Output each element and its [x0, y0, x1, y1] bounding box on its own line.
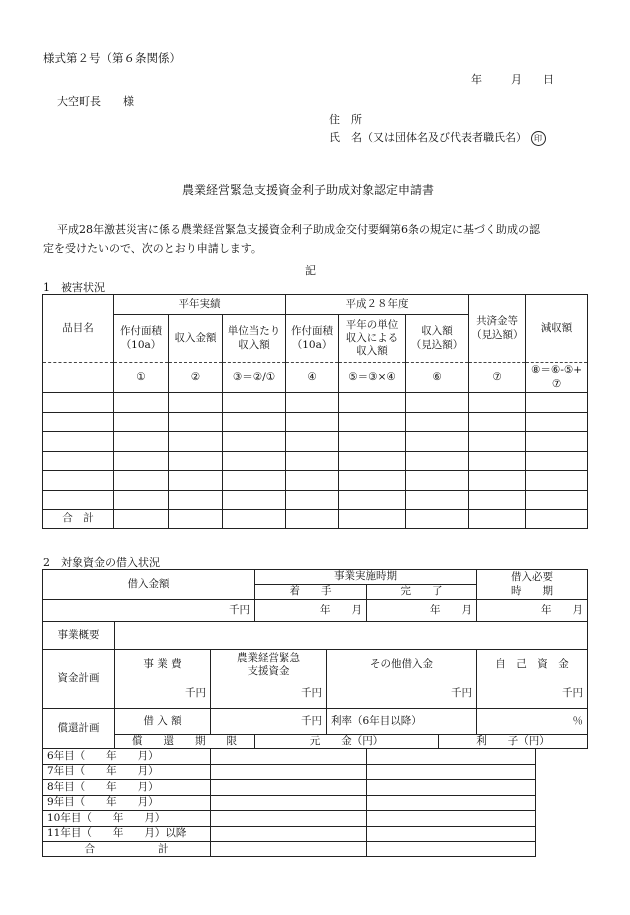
damage-cell[interactable]	[406, 412, 469, 432]
item-name-cell[interactable]	[43, 471, 114, 491]
damage-cell[interactable]	[469, 432, 526, 452]
number-cell: ①	[114, 363, 169, 393]
number-cell: ②	[169, 363, 223, 393]
date-year-label: 年	[471, 73, 482, 86]
number-cell: ④	[286, 363, 339, 393]
principal-cell[interactable]	[211, 749, 367, 765]
number-cell	[526, 363, 588, 393]
start-header: 着 手	[255, 585, 367, 600]
required-time-line-2: 時 期	[511, 584, 554, 597]
repayment-term-cell: 9年目（ 年 月）	[43, 795, 211, 811]
intro-line-1: 平成28年激甚災害に係る農業経営緊急支援資金利子助成金交付要綱第6条の規定に基づく助成の認	[57, 223, 540, 236]
mutual-aid-line-1: 共済金等	[476, 315, 519, 328]
repayment-total-label: 合 計	[43, 842, 211, 857]
sub-header-text: 収入額	[238, 338, 270, 351]
mutual-aid-header	[469, 295, 526, 363]
damage-cell[interactable]	[169, 412, 223, 432]
emergency-fund-value[interactable]: 千円	[211, 680, 327, 709]
reduced-income-header: 減収額	[526, 295, 588, 363]
damage-cell[interactable]	[286, 490, 339, 510]
table-row	[43, 432, 588, 452]
item-name-cell[interactable]	[43, 490, 114, 510]
damage-cell[interactable]	[286, 412, 339, 432]
sub-header-text: 収入による	[345, 331, 399, 344]
project-cost-header: 事 業 費	[115, 650, 211, 680]
item-name-cell[interactable]	[43, 451, 114, 471]
principal-cell[interactable]	[211, 826, 367, 842]
interest-cell[interactable]	[367, 795, 536, 811]
damage-cell[interactable]	[169, 432, 223, 452]
damage-cell[interactable]	[469, 451, 526, 471]
damage-cell[interactable]	[114, 490, 169, 510]
damage-cell[interactable]	[169, 471, 223, 491]
intro-line-2: 定を受けたいので、次のとおり申請します。	[43, 242, 262, 255]
number-text: ⑦	[551, 377, 562, 390]
table-row	[43, 412, 588, 432]
damage-cell[interactable]	[286, 471, 339, 491]
sub-header-text: 作付面積	[291, 325, 334, 338]
damage-cell[interactable]	[169, 451, 223, 471]
other-loans-header: その他借入金	[327, 650, 477, 680]
damage-table	[42, 294, 588, 529]
sub-header-text: （見込額）	[410, 338, 464, 351]
damage-cell[interactable]	[469, 490, 526, 510]
damage-cell[interactable]	[114, 451, 169, 471]
year-label: 年	[541, 603, 552, 616]
damage-total-label: 合 計	[43, 510, 114, 529]
damage-cell[interactable]	[526, 432, 588, 452]
repayment-term-cell: 11年目（ 年 月）以降	[43, 826, 211, 842]
total-cell[interactable]	[286, 510, 339, 529]
interest-header: 利 子（円）	[439, 735, 588, 749]
principal-cell[interactable]	[211, 811, 367, 827]
total-cell[interactable]	[469, 510, 526, 529]
interest-cell[interactable]	[367, 764, 536, 780]
mutual-aid-line-2: （見込額）	[471, 328, 524, 341]
section2-heading: 2 対象資金の借入状況	[43, 556, 160, 569]
seal-mark: 印	[531, 131, 546, 146]
sub-header-text: 平年の単位	[345, 318, 399, 331]
section1-heading: 1 被害状況	[43, 281, 105, 294]
business-outline-label: 事業概要	[43, 622, 115, 650]
damage-cell[interactable]	[526, 393, 588, 413]
form-number: 様式第２号（第６条関係）	[43, 51, 181, 65]
addressee: 大空町長 様	[57, 95, 134, 108]
year-label: 年	[430, 603, 441, 616]
ki-label: 記	[305, 264, 316, 277]
damage-cell[interactable]	[286, 432, 339, 452]
month-label: 月	[461, 603, 473, 616]
principal-total[interactable]	[211, 842, 367, 857]
damage-cell[interactable]	[406, 393, 469, 413]
damage-cell[interactable]	[339, 393, 406, 413]
damage-cell[interactable]	[114, 412, 169, 432]
sub-header-text: 収入額	[356, 345, 388, 358]
required-date-value[interactable]	[477, 600, 588, 622]
damage-cell[interactable]	[406, 451, 469, 471]
loan-amount-short-value[interactable]: 千円	[211, 709, 327, 735]
emergency-fund-line-1: 農業経営緊急	[237, 651, 301, 664]
damage-cell[interactable]	[286, 393, 339, 413]
interest-cell[interactable]	[367, 811, 536, 827]
damage-cell[interactable]	[169, 490, 223, 510]
damage-cell[interactable]	[339, 490, 406, 510]
number-text: ⑧＝⑥-⑤+	[531, 364, 583, 377]
normal-year-header: 平年実績	[114, 295, 286, 315]
principal-header: 元 金（円）	[255, 735, 439, 749]
month-label: 月	[572, 603, 584, 616]
damage-cell[interactable]	[223, 412, 286, 432]
sub-header-income-normal: 収入金額	[169, 315, 223, 363]
total-cell[interactable]	[169, 510, 223, 529]
damage-cell[interactable]	[339, 451, 406, 471]
number-cell	[43, 363, 114, 393]
current-year-header: 平成２８年度	[286, 295, 469, 315]
loan-amount-header: 借入金額	[43, 570, 255, 600]
total-cell[interactable]	[223, 510, 286, 529]
date-month-label: 月	[511, 73, 522, 86]
business-outline-value[interactable]	[115, 622, 588, 650]
required-time-header	[477, 570, 588, 600]
damage-cell[interactable]	[114, 432, 169, 452]
damage-cell[interactable]	[223, 451, 286, 471]
damage-cell[interactable]	[526, 451, 588, 471]
damage-cell[interactable]	[526, 490, 588, 510]
damage-cell[interactable]	[223, 490, 286, 510]
start-date-value[interactable]	[255, 600, 367, 622]
damage-cell[interactable]	[223, 432, 286, 452]
sub-header-income-estimate	[406, 315, 469, 363]
item-name-cell[interactable]	[43, 432, 114, 452]
sub-header-area-normal	[114, 315, 169, 363]
damage-cell[interactable]	[339, 471, 406, 491]
repayment-plan-label: 償還計画	[43, 709, 115, 749]
item-name-cell[interactable]	[43, 412, 114, 432]
damage-cell[interactable]	[406, 490, 469, 510]
other-loans-value[interactable]: 千円	[327, 680, 477, 709]
required-time-line-1: 借入必要	[511, 571, 554, 584]
damage-cell[interactable]	[286, 451, 339, 471]
repayment-rows	[43, 749, 588, 842]
interest-cell[interactable]	[367, 826, 536, 842]
table-row	[43, 749, 588, 765]
loan-amount-value[interactable]: 千円	[43, 600, 255, 622]
principal-cell[interactable]	[211, 780, 367, 796]
number-cell: ⑤＝③×④	[339, 363, 406, 393]
item-name-header: 品目名	[43, 295, 114, 363]
damage-cell[interactable]	[339, 432, 406, 452]
sub-header-normal-unit-income	[339, 315, 406, 363]
table-row	[43, 393, 588, 413]
document-title: 農業経営緊急支援資金利子助成対象認定申請書	[182, 183, 435, 197]
table-row	[43, 471, 588, 491]
table-row	[43, 490, 588, 510]
damage-cell[interactable]	[526, 471, 588, 491]
damage-cell[interactable]	[223, 393, 286, 413]
period-header: 事業実施時期	[255, 570, 477, 585]
table-row	[43, 826, 588, 842]
damage-cell[interactable]	[169, 393, 223, 413]
year-label: 年	[320, 603, 331, 616]
damage-cell[interactable]	[339, 412, 406, 432]
total-cell[interactable]	[526, 510, 588, 529]
address-label: 住 所	[329, 113, 362, 126]
finish-header: 完 了	[367, 585, 477, 600]
sub-header-area-current	[286, 315, 339, 363]
number-cell: ⑥	[406, 363, 469, 393]
damage-cell[interactable]	[406, 471, 469, 491]
total-cell[interactable]	[339, 510, 406, 529]
damage-cell[interactable]	[469, 471, 526, 491]
damage-cell[interactable]	[406, 432, 469, 452]
loan-amount-short-label: 借 入 額	[115, 709, 211, 735]
interest-cell[interactable]	[367, 749, 536, 765]
total-cell[interactable]	[114, 510, 169, 529]
repayment-term-cell: 7年目（ 年 月）	[43, 764, 211, 780]
table-row	[43, 780, 588, 796]
table-row	[43, 811, 588, 827]
date-day-label: 日	[543, 73, 554, 86]
interest-rate-label: 利率（6年目以降）	[327, 709, 477, 735]
own-funds-value[interactable]: 千円	[477, 680, 588, 709]
damage-cell[interactable]	[114, 471, 169, 491]
fund-plan-label: 資金計画	[43, 650, 115, 709]
interest-total[interactable]	[367, 842, 536, 857]
sub-header-text: 単位当たり	[227, 325, 281, 338]
repayment-term-cell: 10年目（ 年 月）	[43, 811, 211, 827]
own-funds-header: 自 己 資 金	[477, 650, 588, 680]
loan-table	[42, 569, 588, 857]
interest-rate-value[interactable]: ％	[477, 709, 588, 735]
name-label	[329, 129, 546, 146]
emergency-fund-header	[211, 650, 327, 680]
item-name-cell[interactable]	[43, 393, 114, 413]
sub-header-text: 収入額	[421, 325, 453, 338]
sub-header-unit-income	[223, 315, 286, 363]
principal-cell[interactable]	[211, 795, 367, 811]
table-row	[43, 764, 588, 780]
damage-cell[interactable]	[526, 412, 588, 432]
term-header: 償 還 期 限	[115, 735, 255, 749]
number-cell: ⑦	[469, 363, 526, 393]
number-cell: ③＝②/①	[223, 363, 286, 393]
month-label: 月	[351, 603, 363, 616]
repayment-term-cell: 6年目（ 年 月）	[43, 749, 211, 765]
damage-cell[interactable]	[469, 412, 526, 432]
finish-date-value[interactable]	[367, 600, 477, 622]
interest-cell[interactable]	[367, 780, 536, 796]
project-cost-value[interactable]: 千円	[115, 680, 211, 709]
sub-header-text: 作付面積	[120, 325, 162, 338]
name-label-text: 氏 名（又は団体名及び代表者職氏名）	[329, 131, 527, 144]
damage-cell[interactable]	[469, 393, 526, 413]
total-cell[interactable]	[406, 510, 469, 529]
damage-cell[interactable]	[114, 393, 169, 413]
sub-header-text: （10a）	[291, 338, 333, 351]
table-row	[43, 795, 588, 811]
emergency-fund-line-2: 支援資金	[247, 664, 290, 677]
damage-cell[interactable]	[223, 471, 286, 491]
table-row	[43, 451, 588, 471]
repayment-term-cell: 8年目（ 年 月）	[43, 780, 211, 796]
sub-header-text: （10a）	[120, 338, 162, 351]
damage-rows	[43, 393, 588, 510]
principal-cell[interactable]	[211, 764, 367, 780]
